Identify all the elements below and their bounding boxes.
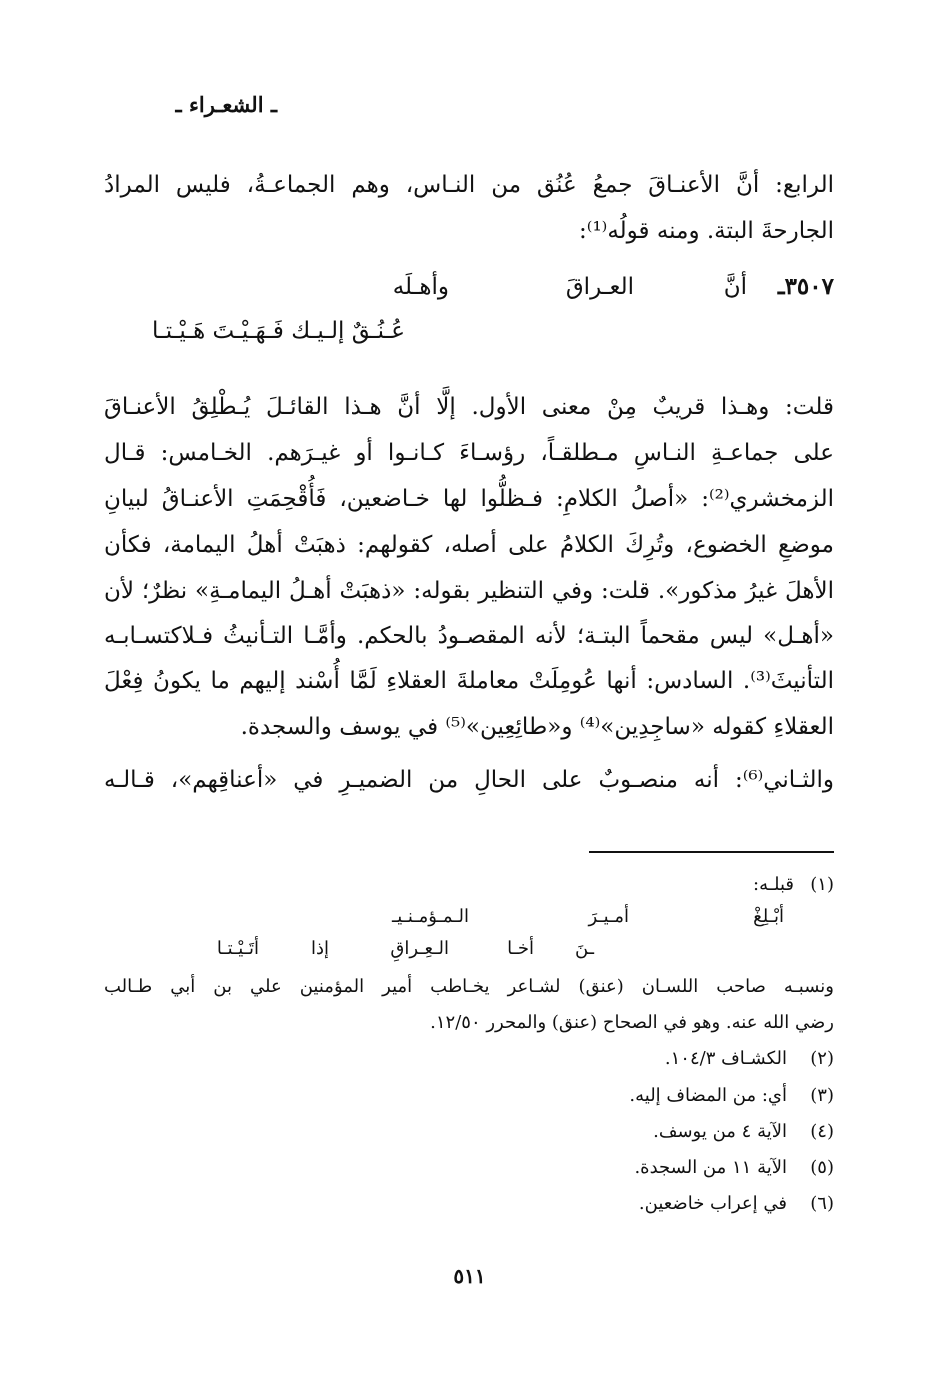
footnote-text: قبلـه: xyxy=(753,874,794,895)
footnote-verse-word: ـنَ xyxy=(575,938,594,959)
verse-word: وأهـلَه xyxy=(392,274,449,300)
footnote-marker: (٦) xyxy=(810,1193,834,1214)
body-line: موضعِ الخضوع، وتُرِكَ الكلامُ على أصله، كقولهم: ذهبَتْ أهلُ اليمامة، فكأن xyxy=(104,532,834,558)
verse-word: أنَّ xyxy=(723,274,747,300)
footnote-separator xyxy=(589,851,834,853)
body-line: التأنيثَ⁽³⁾. السادس: أنها عُومِلَتْ معاملةَ العقلاءِ لَمَّا أُسْند إليهم ما يكونُ فِعْلَ xyxy=(104,668,834,694)
footnote-text: الآية ١١ من السجدة. xyxy=(634,1157,787,1178)
verse-word: العـراقَ xyxy=(565,274,634,300)
footnote-verse-word: أخـا xyxy=(507,938,534,959)
body-line: «أهـل» ليس مقحماً البتـة؛ لأنه المقصـودُ بالحكم. وأمَّـا التـأنيثُ فـلاكتسـابـه xyxy=(104,623,834,649)
footnote-text: الكشـاف ١٠٤/٣. xyxy=(664,1048,787,1069)
body-line: على جماعـةِ النـاسِ مـطلقـاً، رؤسـاءَ كـانـوا أو غيـرَهم. الخـامس: قـال xyxy=(104,440,834,466)
footnote-marker: (٥) xyxy=(810,1157,834,1178)
verse-number: ٣٥٠٧ـ xyxy=(777,273,834,300)
footnote-marker: (٢) xyxy=(810,1048,834,1069)
running-header: ـ الشعـراء ـ xyxy=(175,92,277,117)
page-number: ٥١١ xyxy=(453,1264,486,1288)
body-line: الرابع: أنَّ الأعنـاقَ جمعُ عُنُق من النـاس، وهم الجماعـةُ، فليس المرادُ xyxy=(104,172,834,198)
footnote-text: رضي الله عنه. وهو في الصحاح (عنق) والمحرر ١٢/٥٠. xyxy=(430,1012,834,1033)
footnote-text: في إعراب خاضعين. xyxy=(638,1193,787,1214)
footnote-verse-word: الـمـؤمـنـيـ xyxy=(391,906,469,927)
footnote-verse-word: إذا xyxy=(310,938,329,959)
body-line: الأهلَ غيرُ مذكور». قلت: وفي التنظير بقوله: «ذهبَتْ أهـلُ اليمامـةِ» نظرٌ؛ لأن xyxy=(104,578,834,604)
verse-hemistich-2: عُـنُـقٌ إلـيـك فَـهَـيْـتَ هَـيْـتـا xyxy=(152,318,406,344)
footnote-text: ونسبـه صاحب اللسـان (عنق) لشـاعر يخـاطب أمير المؤمنين علي بن أبي طـالب xyxy=(104,976,834,997)
footnote-text: أي: من المضاف إليه. xyxy=(629,1085,787,1106)
footnote-marker: (٣) xyxy=(810,1085,834,1106)
body-line: الزمخشري⁽²⁾: «أصلُ الكلامِ: فـظلُّوا لها خـاضعين، فَأُقْحِمَتِ الأعنـاقُ لبيانِ xyxy=(104,486,834,512)
footnote-verse-word: أبْـلِغْ xyxy=(753,906,784,927)
footnote-text: الآية ٤ من يوسف. xyxy=(653,1121,787,1142)
body-line: الجارحةَ البتة. ومنه قولُه⁽¹⁾: xyxy=(579,218,834,244)
body-line: العقلاءِ كقوله «ساجِدِين»⁽⁴⁾ و«طائِعِين»⁽⁵⁾ في يوسف والسجدة. xyxy=(240,714,834,740)
footnote-verse-word: أمـيـرَ xyxy=(588,906,629,927)
footnote-marker: (١) xyxy=(810,874,834,895)
footnote-verse-word: أتَـيْـتـا xyxy=(216,938,259,959)
footnote-marker: (٤) xyxy=(810,1121,834,1142)
body-line: والثـاني⁽⁶⁾: أنه منصـوبٌ على الحالِ من الضميـرِ في «أعناقِهم»، قـالـه xyxy=(104,767,834,793)
body-line: قلت: وهـذا قريبٌ مِنْ معنى الأول. إلَّا أنَّ هـذا القائـلَ يُـطْلِقُ الأعنـاقَ xyxy=(104,394,834,420)
footnote-verse-word: الـعِـراقِ xyxy=(390,938,449,959)
